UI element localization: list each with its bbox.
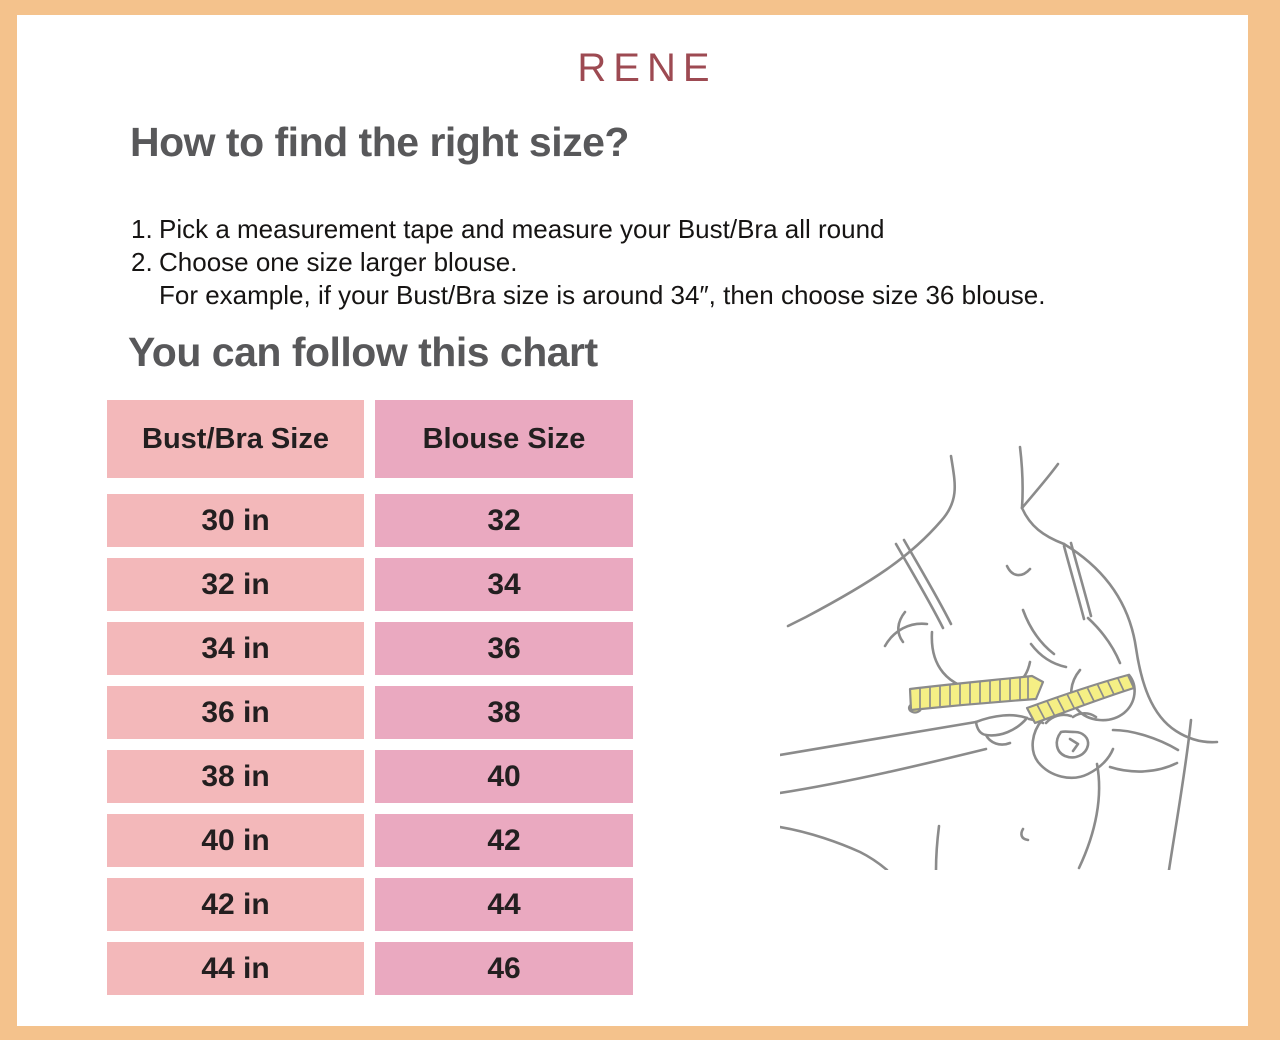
step-text: Pick a measurement tape and measure your Bust/Bra all round (159, 214, 885, 244)
column-header-blouse: Blouse Size (375, 400, 633, 478)
table-cell-blouse: 46 (375, 942, 633, 995)
table-cell-bust: 42 in (107, 878, 364, 931)
step-text: Choose one size larger blouse. (159, 247, 518, 277)
instruction-step-2 (131, 246, 1161, 279)
table-cell-bust: 30 in (107, 494, 364, 547)
table-cell-bust: 36 in (107, 686, 364, 739)
step-example-text: For example, if your Bust/Bra size is around 34″, then choose size 36 blouse. (159, 280, 1046, 310)
step-number: 1. (131, 214, 153, 244)
table-cell-blouse: 42 (375, 814, 633, 867)
table-cell-bust: 44 in (107, 942, 364, 995)
table-cell-blouse: 32 (375, 494, 633, 547)
table-cell-blouse: 34 (375, 558, 633, 611)
table-cell-bust: 40 in (107, 814, 364, 867)
table-cell-blouse: 38 (375, 686, 633, 739)
bust-column (107, 400, 364, 1006)
chart-heading: You can follow this chart (128, 329, 598, 375)
size-chart-table (107, 400, 633, 996)
blouse-column (375, 400, 633, 1006)
table-cell-bust: 34 in (107, 622, 364, 675)
instruction-step-1 (131, 213, 1161, 246)
brand-logo: RENE (577, 46, 717, 90)
page-title: How to find the right size? (130, 119, 629, 165)
table-cell-bust: 32 in (107, 558, 364, 611)
instructions (131, 213, 1161, 312)
bust-measurement-illustration (780, 430, 1220, 870)
table-cell-bust: 38 in (107, 750, 364, 803)
table-cell-blouse: 44 (375, 878, 633, 931)
step-number: 2. (131, 247, 153, 277)
table-cell-blouse: 36 (375, 622, 633, 675)
column-header-bust: Bust/Bra Size (107, 400, 364, 478)
table-cell-blouse: 40 (375, 750, 633, 803)
